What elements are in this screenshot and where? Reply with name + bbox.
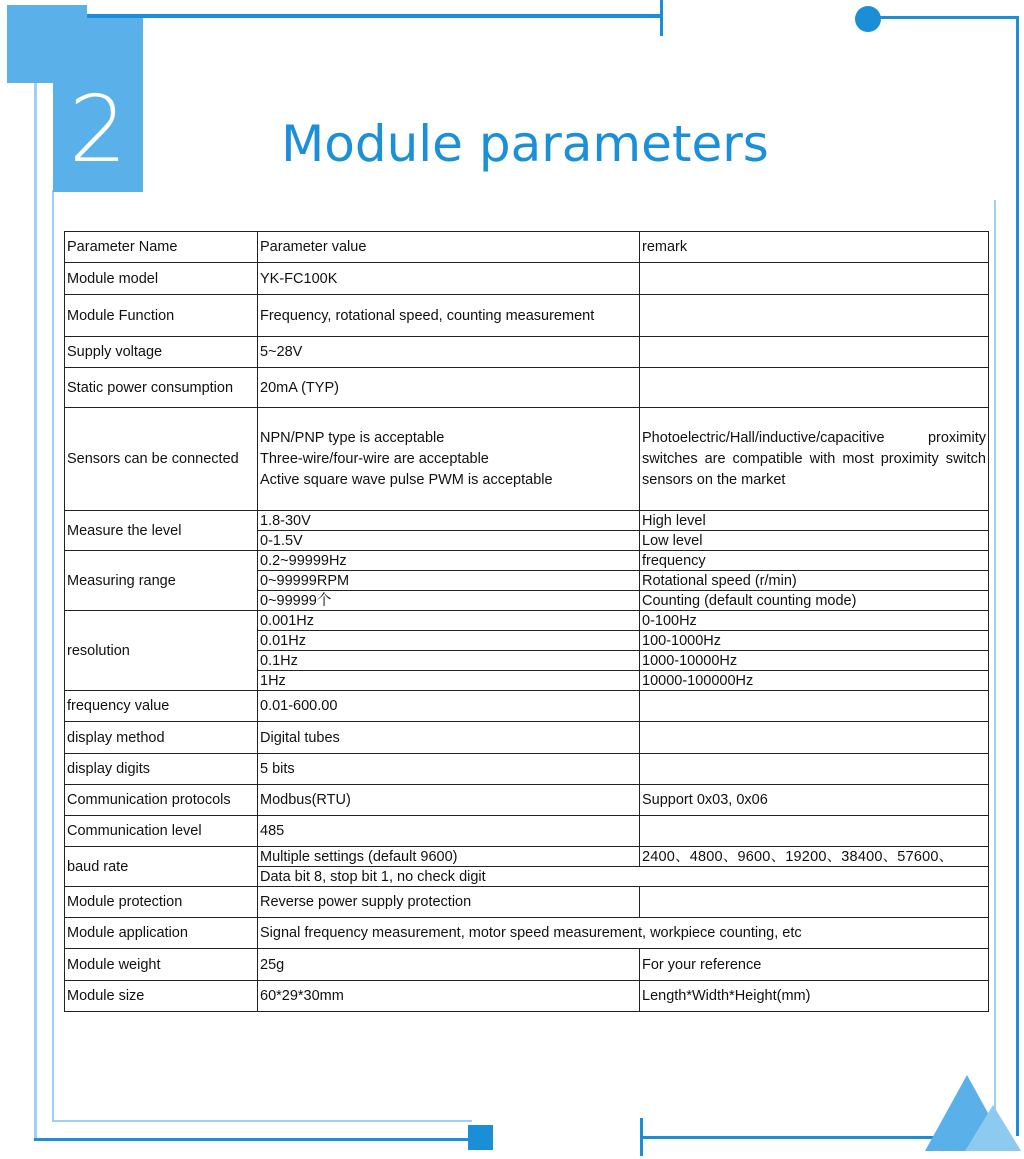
param-remark: 1000-10000Hz [640, 651, 989, 671]
param-value: Data bit 8, stop bit 1, no check digit [258, 867, 989, 887]
table-row [65, 816, 989, 847]
param-value: 0.01-600.00 [258, 691, 640, 722]
table-row [65, 785, 989, 816]
param-name: Measuring range [65, 551, 258, 611]
param-remark: frequency [640, 551, 989, 571]
table-row [65, 754, 989, 785]
param-value: 0.2~99999Hz [258, 551, 640, 571]
table-row [65, 295, 989, 337]
sensor-type-line: Three-wire/four-wire are acceptable [260, 450, 489, 467]
param-value: 60*29*30mm [258, 981, 640, 1012]
param-value: 0~99999个 [258, 591, 640, 611]
param-remark [640, 754, 989, 785]
param-name: Module Function [65, 295, 258, 337]
frame-top-right-line [868, 16, 1018, 19]
frame-bottom-square [468, 1125, 493, 1150]
param-name: Module weight [65, 949, 258, 981]
table-row [65, 551, 989, 571]
param-remark: Length*Width*Height(mm) [640, 981, 989, 1012]
param-value: 5 bits [258, 754, 640, 785]
param-value: 0.01Hz [258, 631, 640, 651]
param-value: Signal frequency measurement, motor speed measurement, workpiece counting, etc [258, 918, 989, 949]
param-remark [640, 368, 989, 408]
table-row [65, 263, 989, 295]
parameter-table [64, 231, 989, 1012]
param-value: YK-FC100K [258, 263, 640, 295]
param-name: display method [65, 722, 258, 754]
param-remark: 100-1000Hz [640, 631, 989, 651]
param-name: Communication protocols [65, 785, 258, 816]
table-row [65, 981, 989, 1012]
section-number: 2 [68, 76, 128, 183]
page-title: Module parameters [281, 115, 769, 173]
frame-bottom-line [34, 1138, 484, 1141]
table-row [65, 887, 989, 918]
param-remark [640, 263, 989, 295]
param-value: 25g [258, 949, 640, 981]
param-remark [640, 816, 989, 847]
frame-left-line [34, 14, 37, 1140]
param-remark: Counting (default counting mode) [640, 591, 989, 611]
param-value [258, 408, 640, 511]
table-row [65, 611, 989, 631]
param-value: Multiple settings (default 9600) [258, 847, 640, 867]
param-value: Digital tubes [258, 722, 640, 754]
param-value: 0-1.5V [258, 531, 640, 551]
param-name: Static power consumption [65, 368, 258, 408]
param-name: Module application [65, 918, 258, 949]
frame-bottom-right-line [640, 1136, 940, 1139]
frame-right-inner-line [994, 200, 996, 1120]
param-value: 1Hz [258, 671, 640, 691]
param-name: resolution [65, 611, 258, 691]
header-cell: remark [640, 232, 989, 263]
table-row [65, 368, 989, 408]
frame-left-inner-line [52, 190, 54, 1120]
param-remark [640, 722, 989, 754]
frame-top-right-dot [855, 6, 881, 32]
table-header-row [65, 232, 989, 263]
param-remark: High level [640, 511, 989, 531]
table-row [65, 847, 989, 867]
sensor-type-line: Active square wave pulse PWM is acceptable [260, 471, 553, 488]
table-row [65, 337, 989, 368]
param-name: display digits [65, 754, 258, 785]
table-row [65, 408, 989, 511]
frame-top-tick [660, 0, 663, 36]
sensor-type-line: NPN/PNP type is acceptable [260, 429, 445, 446]
param-name: Communication level [65, 816, 258, 847]
param-value: Frequency, rotational speed, counting measurement [258, 295, 640, 337]
param-remark [640, 691, 989, 722]
header-cell: Parameter Name [65, 232, 258, 263]
corner-triangle-small [965, 1105, 1021, 1151]
frame-right-line [1016, 16, 1019, 1136]
param-remark [640, 887, 989, 918]
param-value: 0.001Hz [258, 611, 640, 631]
param-name: Sensors can be connected [65, 408, 258, 511]
param-name: Module model [65, 263, 258, 295]
param-value: 0~99999RPM [258, 571, 640, 591]
param-remark: 2400、4800、9600、19200、38400、57600、 [640, 847, 989, 867]
param-remark: For your reference [640, 949, 989, 981]
param-remark: Rotational speed (r/min) [640, 571, 989, 591]
param-value: 5~28V [258, 337, 640, 368]
param-remark: Low level [640, 531, 989, 551]
param-name: Module protection [65, 887, 258, 918]
param-name: Measure the level [65, 511, 258, 551]
param-name: Supply voltage [65, 337, 258, 368]
table-row [65, 691, 989, 722]
table-row [65, 511, 989, 531]
param-value: 20mA (TYP) [258, 368, 640, 408]
table-row [65, 949, 989, 981]
param-name: Module size [65, 981, 258, 1012]
param-name: frequency value [65, 691, 258, 722]
table-row [65, 918, 989, 949]
param-value: 485 [258, 816, 640, 847]
param-name: baud rate [65, 847, 258, 887]
param-remark [640, 337, 989, 368]
param-remark: 0-100Hz [640, 611, 989, 631]
param-remark: Support 0x03, 0x06 [640, 785, 989, 816]
header-cell: Parameter value [258, 232, 640, 263]
param-value: 0.1Hz [258, 651, 640, 671]
param-remark: Photoelectric/Hall/inductive/capacitive proximity switches are compatible with most proximity switch sensors on the market [640, 408, 989, 511]
param-value: Modbus(RTU) [258, 785, 640, 816]
table-row [65, 722, 989, 754]
frame-bottom-inner-line [52, 1120, 472, 1122]
param-value: 1.8-30V [258, 511, 640, 531]
param-remark: 10000-100000Hz [640, 671, 989, 691]
param-value: Reverse power supply protection [258, 887, 640, 918]
param-remark [640, 295, 989, 337]
